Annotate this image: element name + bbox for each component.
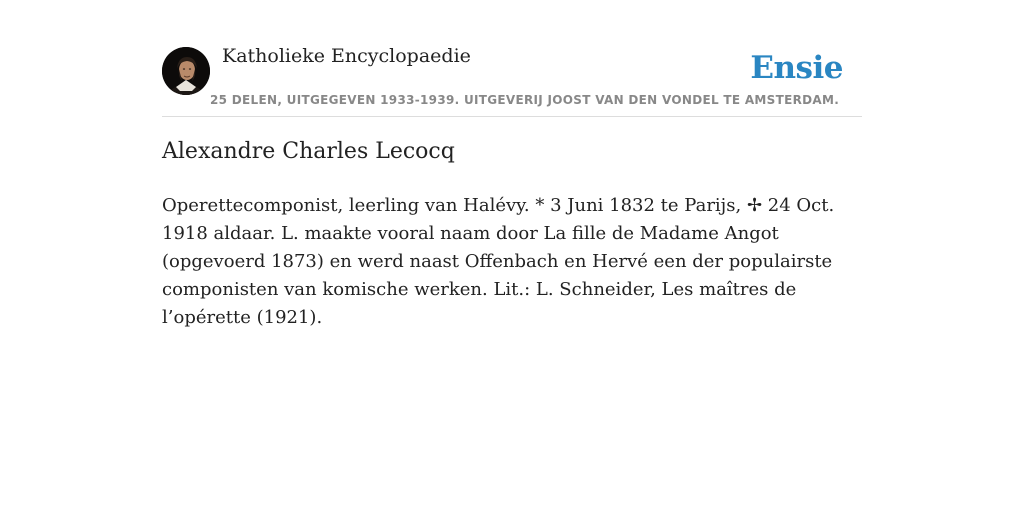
article-title: Alexandre Charles Lecocq <box>162 139 455 164</box>
encyclopedia-subtitle: 25 DELEN, UITGEGEVEN 1933-1939. UITGEVERIJ JOOST VAN DEN VONDEL TE AMSTERDAM. <box>210 93 840 107</box>
article-body: Operettecomponist, leerling van Halévy. * 3 Juni 1832 te Parijs, ✢ 24 Oct. 1918 aldaar. L. maakte vooral naam door La fille de Madame Angot (opgevoerd 1873) en werd naast Offenbach en Hervé een der populairste componisten van komische werken. Lit.: L. Schneider, Les maîtres de l’opérette (1921). <box>162 195 835 328</box>
encyclopedia-header <box>162 40 862 117</box>
encyclopedia-title[interactable]: Katholieke Encyclopaedie <box>222 45 471 67</box>
ensie-logo[interactable]: Ensie <box>750 50 843 86</box>
portrait-icon[interactable] <box>162 47 210 95</box>
